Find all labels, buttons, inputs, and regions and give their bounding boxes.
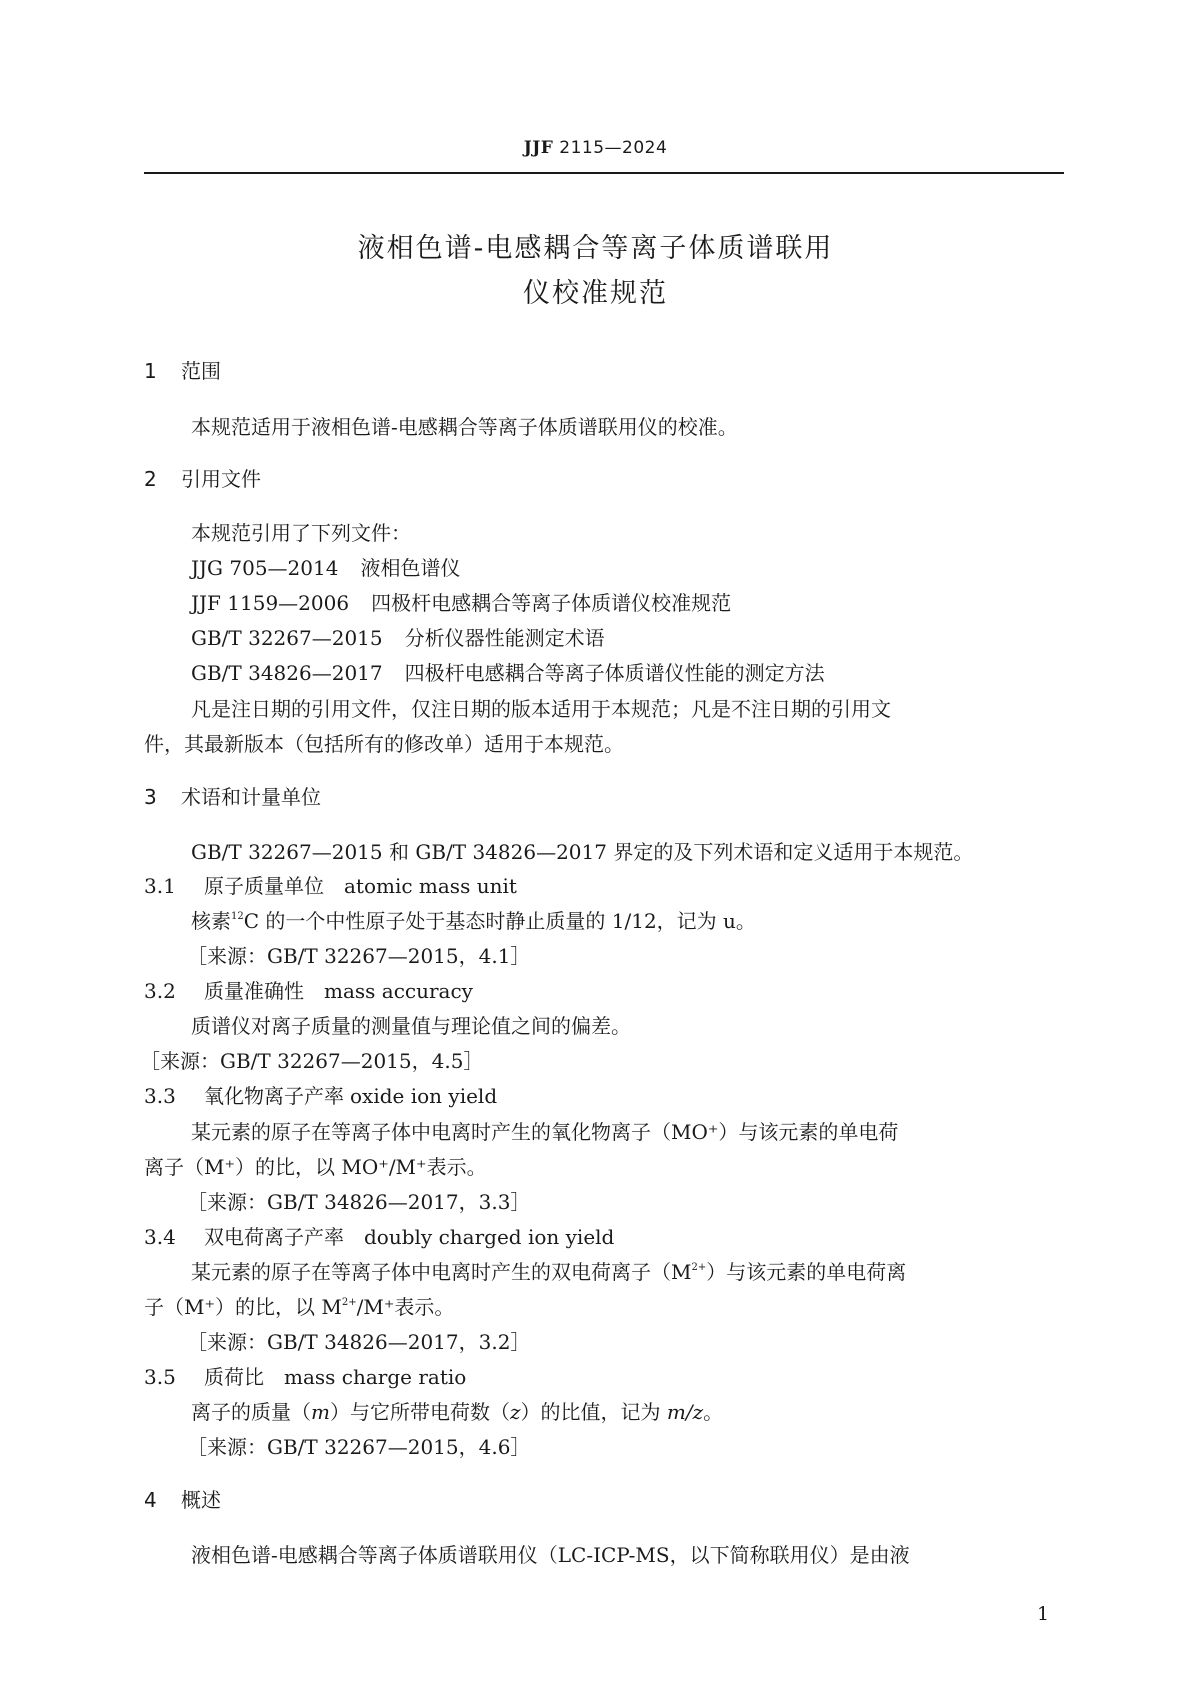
definition-text: C 的一个中性原子处于基态时静止质量的 1/12，记为 u。 bbox=[243, 909, 756, 933]
section-3-title: 术语和计量单位 bbox=[181, 785, 321, 809]
term-en: mass charge ratio bbox=[284, 1365, 467, 1389]
term-3-1-heading bbox=[144, 872, 517, 900]
term-3-5-heading bbox=[144, 1363, 466, 1391]
term-en: oxide ion yield bbox=[350, 1084, 498, 1108]
term-number: 3.4 bbox=[144, 1225, 176, 1249]
document-title-line1: 液相色谱-电感耦合等离子体质谱联用 bbox=[357, 233, 834, 264]
term-number: 3.1 bbox=[144, 874, 176, 898]
term-3-4-definition-line2 bbox=[144, 1293, 454, 1321]
term-en: mass accuracy bbox=[324, 979, 473, 1003]
term-3-5-definition bbox=[191, 1398, 723, 1426]
reference-item bbox=[191, 659, 825, 687]
section-2-heading bbox=[144, 465, 261, 493]
section-1-heading bbox=[144, 357, 221, 385]
reference-code: JJG 705—2014 bbox=[191, 556, 339, 580]
reference-title: 四极杆电感耦合等离子体质谱仪校准规范 bbox=[371, 591, 732, 615]
charge-superscript: 2+ bbox=[341, 1297, 357, 1308]
section-2-intro: 本规范引用了下列文件： bbox=[191, 521, 411, 545]
term-3-4-heading bbox=[144, 1223, 614, 1251]
header-code-prefix: JJF bbox=[523, 138, 554, 158]
definition-text: 某元素的原子在等离子体中电离时产生的双电荷离子（M bbox=[191, 1260, 692, 1284]
term-zh: 质量准确性 bbox=[204, 979, 304, 1003]
term-zh: 氧化物离子产率 bbox=[204, 1084, 344, 1108]
reference-item bbox=[191, 554, 460, 582]
definition-text: 。 bbox=[703, 1400, 724, 1424]
header-code-number: 2115—2024 bbox=[559, 138, 668, 158]
header-rule bbox=[144, 172, 1064, 174]
reference-code: JJF 1159—2006 bbox=[191, 591, 350, 615]
term-3-3-heading bbox=[144, 1082, 497, 1110]
document-title-line2: 仪校准规范 bbox=[523, 278, 668, 309]
term-3-4-definition-line1 bbox=[191, 1258, 906, 1286]
section-4-title: 概述 bbox=[181, 1488, 221, 1512]
term-3-2-source: ［来源：GB/T 32267—2015，4.5］ bbox=[140, 1049, 484, 1073]
section-2-note-line2: 件，其最新版本（包括所有的修改单）适用于本规范。 bbox=[144, 732, 624, 756]
definition-text: 核素 bbox=[191, 909, 231, 933]
charge-superscript: 2+ bbox=[691, 1262, 707, 1273]
isotope-superscript: 12 bbox=[231, 911, 244, 922]
section-3-number: 3 bbox=[144, 785, 157, 809]
term-zh: 质荷比 bbox=[204, 1365, 264, 1389]
term-3-3-definition-line2: 离子（M⁺）的比，以 MO⁺/M⁺表示。 bbox=[144, 1155, 487, 1179]
reference-code: GB/T 32267—2015 bbox=[191, 626, 383, 650]
term-en: atomic mass unit bbox=[344, 874, 517, 898]
reference-title: 液相色谱仪 bbox=[360, 556, 461, 580]
definition-text: /M⁺表示。 bbox=[356, 1295, 455, 1319]
definition-text: ）与它所带电荷数（ bbox=[329, 1400, 510, 1424]
term-3-1-definition bbox=[191, 907, 756, 935]
definition-text: 子（M⁺）的比，以 M bbox=[144, 1295, 342, 1319]
section-4-heading bbox=[144, 1486, 221, 1514]
section-2-note-line1: 凡是注日期的引用文件，仅注日期的版本适用于本规范；凡是不注日期的引用文 bbox=[191, 697, 891, 721]
section-1-title: 范围 bbox=[181, 359, 221, 383]
definition-text: ）的比值，记为 bbox=[520, 1400, 667, 1424]
section-4-number: 4 bbox=[144, 1488, 157, 1512]
term-3-2-heading bbox=[144, 977, 473, 1005]
term-number: 3.3 bbox=[144, 1084, 176, 1108]
definition-text: 离子的质量（ bbox=[191, 1400, 311, 1424]
term-3-1-source: ［来源：GB/T 32267—2015，4.1］ bbox=[187, 944, 531, 968]
reference-item bbox=[191, 624, 605, 652]
page-number: 1 bbox=[1037, 1603, 1050, 1625]
section-3-heading bbox=[144, 783, 321, 811]
term-3-4-source: ［来源：GB/T 34826—2017，3.2］ bbox=[187, 1330, 531, 1354]
term-zh: 原子质量单位 bbox=[204, 874, 324, 898]
term-3-2-definition: 质谱仪对离子质量的测量值与理论值之间的偏差。 bbox=[191, 1014, 631, 1038]
term-3-3-source: ［来源：GB/T 34826—2017，3.3］ bbox=[187, 1190, 531, 1214]
symbol-z: z bbox=[509, 1400, 521, 1424]
term-zh: 双电荷离子产率 bbox=[204, 1225, 344, 1249]
symbol-m: m bbox=[311, 1400, 330, 1424]
symbol-m-over-z: m/z bbox=[666, 1400, 704, 1424]
term-3-5-source: ［来源：GB/T 32267—2015，4.6］ bbox=[187, 1435, 531, 1459]
section-4-text: 液相色谱-电感耦合等离子体质谱联用仪（LC-ICP-MS，以下简称联用仪）是由液 bbox=[191, 1543, 910, 1567]
definition-text: ）与该元素的单电荷离 bbox=[706, 1260, 907, 1284]
reference-title: 分析仪器性能测定术语 bbox=[404, 626, 605, 650]
reference-code: GB/T 34826—2017 bbox=[191, 661, 383, 685]
section-2-title: 引用文件 bbox=[181, 467, 261, 491]
reference-item bbox=[191, 589, 731, 617]
reference-title: 四极杆电感耦合等离子体质谱仪性能的测定方法 bbox=[404, 661, 825, 685]
page-header bbox=[0, 138, 1191, 158]
section-3-intro: GB/T 32267—2015 和 GB/T 34826—2017 界定的及下列术语和定义适用于本规范。 bbox=[191, 840, 974, 864]
term-3-3-definition-line1: 某元素的原子在等离子体中电离时产生的氧化物离子（MO⁺）与该元素的单电荷 bbox=[191, 1120, 899, 1144]
term-en: doubly charged ion yield bbox=[364, 1225, 615, 1249]
term-number: 3.2 bbox=[144, 979, 176, 1003]
section-1-number: 1 bbox=[144, 359, 157, 383]
section-2-number: 2 bbox=[144, 467, 157, 491]
term-number: 3.5 bbox=[144, 1365, 176, 1389]
section-1-text: 本规范适用于液相色谱-电感耦合等离子体质谱联用仪的校准。 bbox=[191, 415, 738, 439]
